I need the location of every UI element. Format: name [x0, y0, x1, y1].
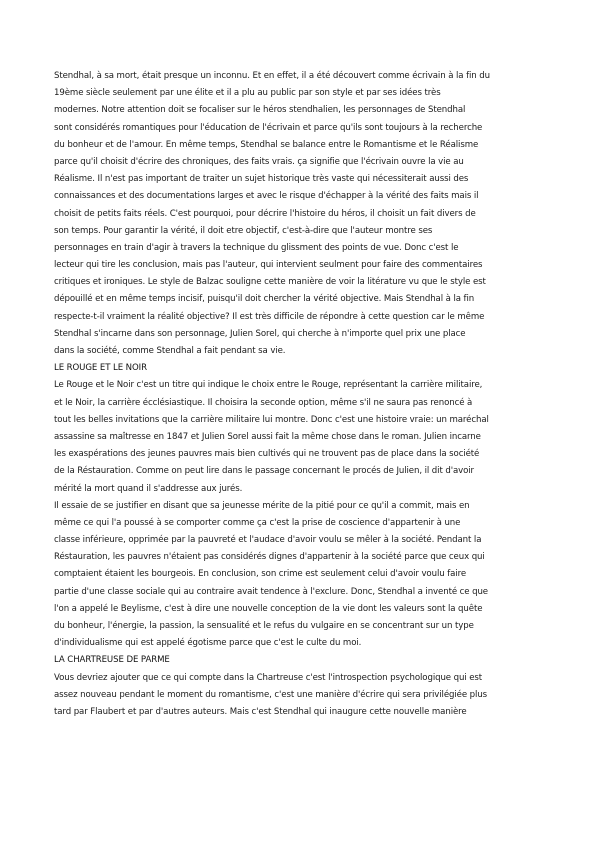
text-line: modernes. Notre attention doit se focaliser sur le héros stendhalien, les personnages de Stendhal	[54, 105, 466, 116]
text-line: et le Noir, la carrière écclésiastique. Il choisira la seconde option, même s'il ne saura pas renoncé à	[54, 397, 473, 408]
text-line: dépouillé et en même temps incisif, puisqu'il doit chercher la vérité objective. Mais Stendhal à la fin	[54, 294, 475, 305]
text-line: même ce qui l'a poussé à se comporter comme ça c'est la prise de coscience d'appartenir à une	[54, 517, 461, 528]
chartreuse-paragraph	[54, 670, 546, 722]
text-line: sont considérés romantiques pour l'éducation de l'écrivain et parce qu'ils sont toujours à la recherche	[54, 122, 483, 133]
text-line: l'on a appelé le Beylisme, c'est à dire une nouvelle conception de la vie dont les valeurs sont la quête	[54, 603, 483, 614]
text-line: connaissances et des documentations larges et avec le risque d'échapper à la vérité des faits mais il	[54, 191, 479, 202]
text-line: Vous devriez ajouter que ce qui compte dans la Chartreuse c'est l'introspection psychologique qui est	[54, 672, 483, 683]
text-line: assez nouveau pendant le moment du romantisme, c'est une manière d'écrire qui sera privilégiée plus	[54, 689, 488, 700]
text-line: les exaspérations des jeunes pauvres mais bien cultivés qui ne trouvent pas de place dans la société	[54, 449, 480, 460]
text-line: Réalisme. Il n'est pas important de traiter un sujet historique très vaste qui nécessiterait aussi des	[54, 174, 469, 185]
text-line: mérité la mort quand il s'addresse aux jurés.	[54, 483, 243, 494]
text-line: choisit de petits faits réels. C'est pourquoi, pour décrire l'histoire du héros, il choisit un fait divers de	[54, 208, 476, 219]
text-line: respecte-t-il vraiment la réalité objective? Il est très difficile de répondre à cette question car le même	[54, 311, 485, 322]
text-line: Il essaie de se justifier en disant que sa jeunesse mérite de la pitié pour ce qu'il a commit, mais en	[54, 500, 470, 511]
rouge-first-line-rest: c'est un titre qui indique le choix entre le Rouge, représentant la carrière militaire,	[133, 380, 483, 391]
text-line: Stendhal s'incarne dans son personnage, Julien Sorel, qui cherche à n'importe quel prix une place	[54, 328, 466, 339]
text-line: assassine sa maîtresse en 1847 et Julien Sorel aussi fait la même chose dans le roman. Julien incarne	[54, 431, 481, 442]
rouge-first-line	[54, 377, 546, 394]
intro-paragraph	[54, 68, 546, 360]
text-line: de la Réstauration. Comme on peut lire dans le passage concernant le procés de Julien, il dit d'avoir	[54, 466, 474, 477]
text-line: son temps. Pour garantir la vérité, il doit etre objectif, c'est-à-dire que l'auteur montre ses	[54, 225, 433, 236]
text-line: tout les belles invitations que la carrière militaire lui montre. Donc c'est une histoire vraie: un maréchal	[54, 414, 489, 425]
text-line: du bonheur et de l'amour. En même temps, Stendhal se balance entre le Romantisme et le Réalisme	[54, 139, 479, 150]
text-line: partie d'une classe sociale qui au contraire avait tendence à l'exclure. Donc, Stendhal a inventé ce que	[54, 586, 488, 597]
text-line: personnages en train d'agir à travers la technique du glissment des points de vue. Donc c'est le	[54, 242, 459, 253]
section-heading-rouge: LE ROUGE ET LE NOIR	[54, 363, 147, 374]
rouge-paragraph	[54, 377, 546, 652]
section-heading-chartreuse: LA CHARTREUSE DE PARME	[54, 655, 170, 666]
text-line: critiques et ironiques. Le style de Balzac souligne cette manière de voir la litérature vu que le style est	[54, 277, 486, 288]
text-line: comptaient étaient les bourgeois. En conclusion, son crime est seulement celui d'avoir voulu faire	[54, 569, 467, 580]
text-line: d'individualisme qui est appelé égotisme parce que c'est le culte du moi.	[54, 638, 362, 649]
text-line: Réstauration, les pauvres n'étaient pas considérés dignes d'appartenir à la société parce que ceux qui	[54, 552, 485, 563]
text-line: du bonheur, l'énergie, la passion, la sensualité et le refus du vulgaire en se concentrant sur un type	[54, 621, 474, 631]
text-line: parce qu'il choisit d'écrire des chroniques, des faits vrais. ça signifie que l'écrivain ouvre la vie au	[54, 156, 464, 167]
title-mention: Le Rouge et le Noir	[54, 380, 134, 391]
document-page	[54, 68, 546, 721]
text-line: dans la société, comme Stendhal a fait pendant sa vie.	[54, 346, 286, 356]
text-line: lecteur qui tire les conclusion, mais pas l'auteur, qui intervient seulment pour faire des commentaires	[54, 260, 483, 271]
text-line: Stendhal, à sa mort, était presque un inconnu. Et en effet, il a été découvert comme écrivain à la fin du	[54, 71, 490, 81]
text-line: 19ème siècle seulement par une élite et il a plu au public par son style et par ses idées très	[54, 88, 441, 99]
text-line: classe inférieure, opprimée par la pauvreté et l'audace d'avoir voulu se mêler à la société. Pendant la	[54, 535, 482, 546]
text-line: tard par Flaubert et par d'autres auteurs. Mais c'est Stendhal qui inaugure cette nouvelle manière	[54, 706, 467, 717]
